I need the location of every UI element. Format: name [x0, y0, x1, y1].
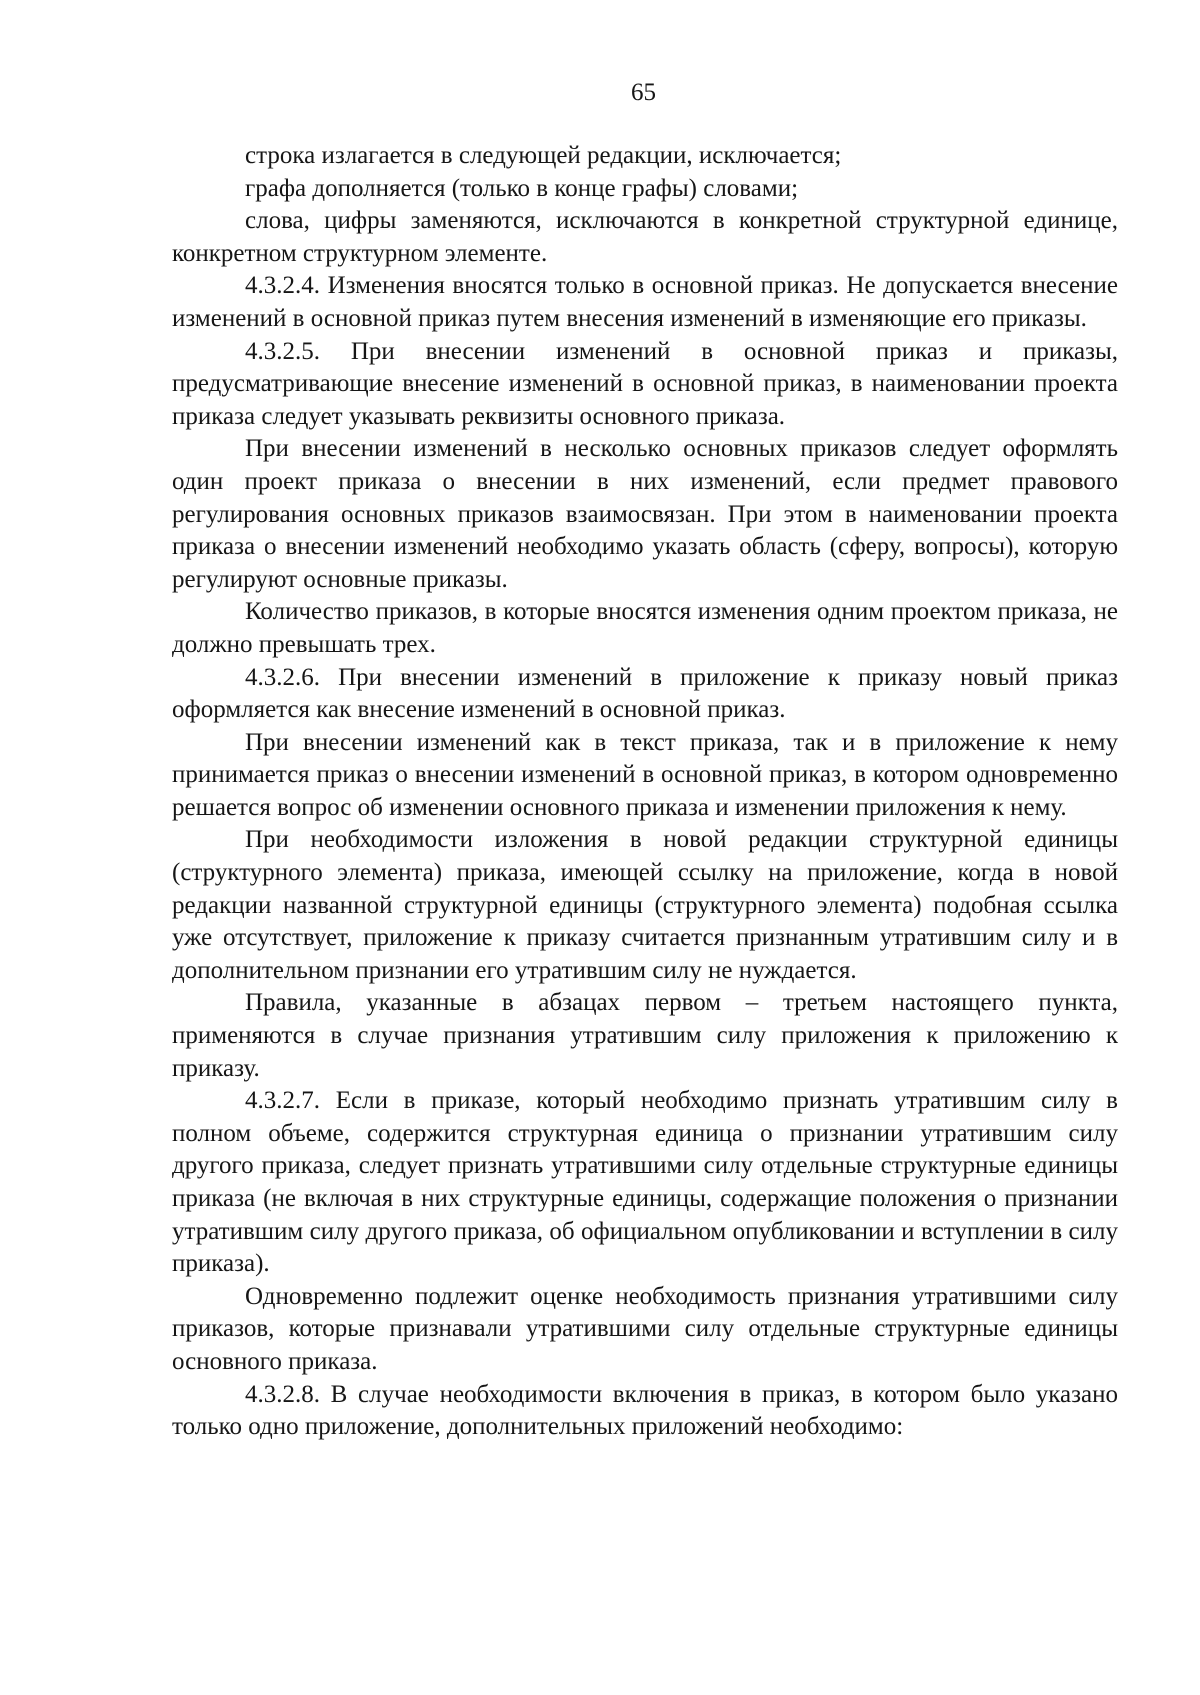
document-body — [172, 140, 1118, 1444]
paragraph: 4.3.2.7. Если в приказе, который необходимо признать утратившим силу в полном объеме, содержится структурная единица о признании утратившим силу другого приказа, следует признать утратившими силу отдельные структурные единицы приказа (не включая в них структурные единицы, содержащие положения о признании утратившим силу другого приказа, об официальном опубликовании и вступлении в силу приказа). — [172, 1087, 1118, 1278]
page-number: 65 — [631, 79, 656, 106]
paragraph: 4.3.2.4. Изменения вносятся только в основной приказ. Не допускается внесение изменений в основной приказ путем внесения изменений в изменяющие его приказы. — [172, 272, 1118, 332]
paragraph: При необходимости изложения в новой редакции структурной единицы (структурного элемента) приказа, имеющей ссылку на приложение, когда в новой редакции названной структурной единицы (структурного элемента) подобная ссылка уже отсутствует, приложение к приказу считается признанным утратившим силу и в дополнительном признании его утратившим силу не нуждается. — [172, 826, 1118, 984]
paragraph: 4.3.2.5. При внесении изменений в основной приказ и приказы, предусматривающие внесение изменений в основной приказ, в наименовании проекта приказа следует указывать реквизиты основного приказа. — [172, 337, 1118, 430]
paragraph: При внесении изменений в несколько основных приказов следует оформлять один проект приказа о внесении в них изменений, если предмет правового регулирования основных приказов взаимосвязан. При этом в наименовании проекта приказа о внесении изменений необходимо указать область (сферу, вопросы), которую регулируют основные приказы. — [172, 435, 1118, 593]
paragraph: Правила, указанные в абзацах первом – третьем настоящего пункта, применяются в случае признания утратившим силу приложения к приложению к приказу. — [172, 989, 1118, 1082]
paragraph: Одновременно подлежит оценке необходимость признания утратившими силу приказов, которые признавали утратившими силу отдельные структурные единицы основного приказа. — [172, 1282, 1118, 1375]
paragraph: строка излагается в следующей редакции, исключается; — [245, 142, 842, 169]
paragraph: При внесении изменений как в текст приказа, так и в приложение к нему принимается приказ о внесении изменений в основной приказ, в котором одновременно решается вопрос об изменении основного приказа и изменении приложения к нему. — [172, 728, 1118, 821]
paragraph: 4.3.2.6. При внесении изменений в приложение к приказу новый приказ оформляется как внесение изменений в основной приказ. — [172, 663, 1118, 724]
paragraph: графа дополняется (только в конце графы) словами; — [245, 174, 799, 202]
paragraph: Количество приказов, в которые вносятся изменения одним проектом приказа, не должно превышать трех. — [172, 598, 1118, 658]
paragraph: 4.3.2.8. В случае необходимости включения в приказ, в котором было указано только одно приложение, дополнительных приложений необходимо: — [172, 1380, 1118, 1441]
paragraph: слова, цифры заменяются, исключаются в конкретной структурной единице, конкретном структурном элементе. — [172, 207, 1118, 267]
